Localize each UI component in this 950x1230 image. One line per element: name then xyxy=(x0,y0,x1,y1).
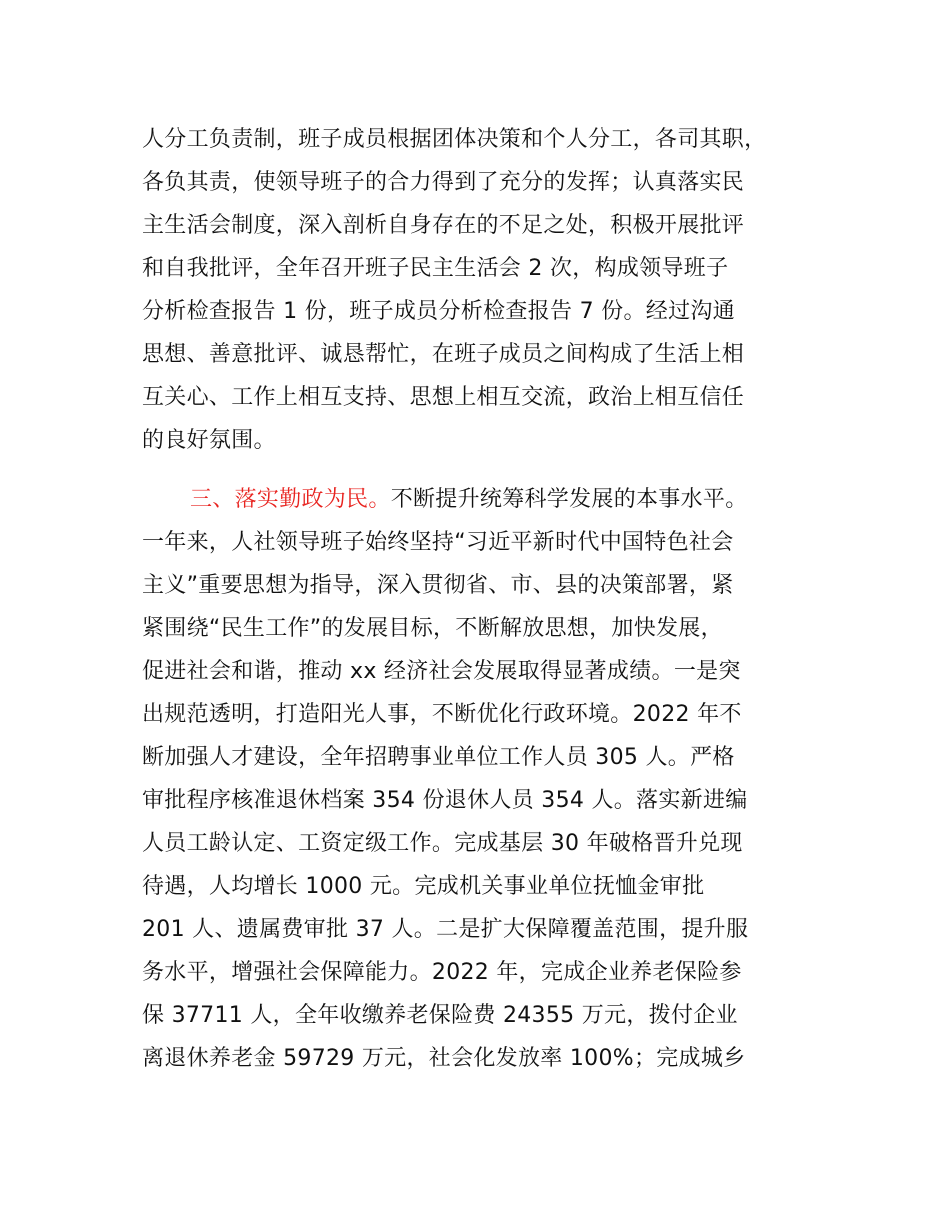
paragraph-line: 紧围绕“民生工作”的发展目标，不断解放思想，加快发展， xyxy=(142,616,723,641)
paragraph-line: 人员工龄认定、工资定级工作。完成基层 30 年破格晋升兑现 xyxy=(142,831,743,856)
section-heading-line xyxy=(190,485,890,515)
paragraph-line: 主生活会制度，深入剖析自身存在的不足之处，积极开展批评 xyxy=(142,213,745,238)
paragraph-line: 出规范透明，打造阳光人事，不断优化行政环境。2022 年不 xyxy=(142,702,742,727)
paragraph-line: 审批程序核准退休档案 354 份退休人员 354 人。落实新进编 xyxy=(142,788,748,813)
paragraph-line: 断加强人才建设，全年招聘事业单位工作人员 305 人。严格 xyxy=(142,745,735,770)
paragraph-line: 的良好氛围。 xyxy=(142,428,276,453)
paragraph-line: 促进社会和谐，推动 xx 经济社会发展取得显著成绩。一是突 xyxy=(142,659,741,684)
paragraph-line: 待遇，人均增长 1000 元。完成机关事业单位抚恤金审批 xyxy=(142,874,705,899)
paragraph-line: 和自我批评，全年召开班子民主生活会 2 次，构成领导班子 xyxy=(142,256,729,281)
paragraph-line: 思想、善意批评、诚恳帮忙，在班子成员之间构成了生活上相 xyxy=(142,342,745,367)
section-heading: 三、落实勤政为民。 xyxy=(190,487,391,512)
paragraph-line: 人分工负责制，班子成员根据团体决策和个人分工，各司其职， xyxy=(142,127,767,152)
paragraph-line: 务水平，增强社会保障能力。2022 年，完成企业养老保险参 xyxy=(142,960,742,985)
section-heading-rest: 不断提升统筹科学发展的本事水平。 xyxy=(390,487,748,512)
paragraph-line: 主义”重要思想为指导，深入贯彻省、市、县的决策部署，紧 xyxy=(142,573,734,598)
paragraph-line: 互关心、工作上相互支持、思想上相互交流，政治上相互信任 xyxy=(142,385,745,410)
paragraph-line: 一年来，人社领导班子始终坚持“习近平新时代中国特色社会 xyxy=(142,530,734,555)
paragraph-line: 离退休养老金 59729 万元，社会化发放率 100%；完成城乡 xyxy=(142,1046,746,1071)
paragraph-line: 保 37711 人，全年收缴养老保险费 24355 万元，拨付企业 xyxy=(142,1003,738,1028)
paragraph-line: 各负其责，使领导班子的合力得到了充分的发挥；认真落实民 xyxy=(142,170,745,195)
paragraph-line: 201 人、遗属费审批 37 人。二是扩大保障覆盖范围，提升服 xyxy=(142,917,749,942)
paragraph-line: 分析检查报告 1 份，班子成员分析检查报告 7 份。经过沟通 xyxy=(142,299,735,324)
